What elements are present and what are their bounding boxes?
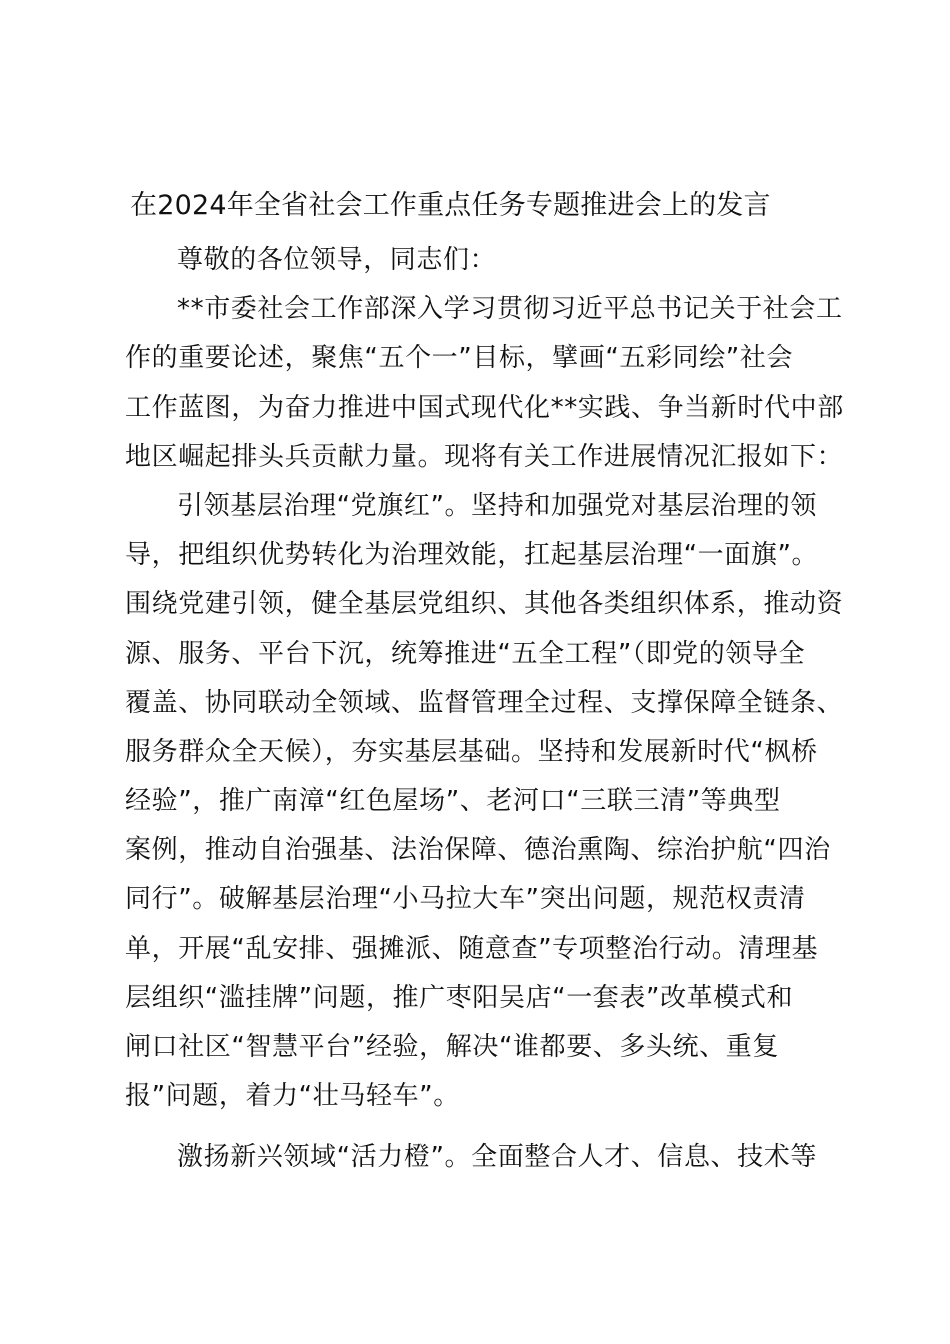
paragraph-line: 作的重要论述，聚焦“五个一”目标，擘画“五彩同绘”社会 [125, 343, 794, 374]
paragraph-line: 经验”，推广南漳“红色屋场”、老河口“三联三清”等典型 [125, 786, 781, 817]
paragraph-line: **市委社会工作部深入学习贯彻习近平总书记关于社会工 [177, 294, 843, 325]
paragraph-line: 围绕党建引领，健全基层党组织、其他各类组织体系，推动资 [125, 589, 844, 620]
document-body [125, 236, 844, 1183]
paragraph-gap [125, 1121, 833, 1133]
paragraph-line: 地区崛起排头兵贡献力量。现将有关工作进展情况汇报如下： [125, 441, 844, 472]
paragraph-line: 服务群众全天候），夯实基层基础。坚持和发展新时代“枫桥 [125, 736, 818, 767]
paragraph-line: 导，把组织优势转化为治理效能，扛起基层治理“一面旗”。 [125, 540, 819, 571]
paragraph-line: 激扬新兴领域“活力橙”。全面整合人才、信息、技术等 [177, 1142, 817, 1173]
paragraph-line: 覆盖、协同联动全领域、监督管理全过程、支撑保障全链条、 [125, 687, 844, 718]
paragraph-line: 单，开展“乱安排、强摊派、随意查”专项整治行动。清理基 [125, 933, 819, 964]
paragraph-line: 引领基层治理“党旗红”。坚持和加强党对基层治理的领 [177, 490, 817, 521]
paragraph-3 [125, 1133, 833, 1182]
paragraph-line: 层组织“滥挂牌”问题，推广枣阳吴店“一套表”改革模式和 [125, 982, 794, 1013]
document-title: 在2024年全省社会工作重点任务专题推进会上的发言 [130, 190, 771, 221]
paragraph-line: 工作蓝图，为奋力推进中国式现代化**实践、争当新时代中部 [125, 392, 844, 423]
paragraph-line: 同行”。破解基层治理“小马拉大车”突出问题，规范权责清 [125, 884, 806, 915]
paragraph-line: 闸口社区“智慧平台”经验，解决“谁都要、多头统、重复 [125, 1032, 780, 1062]
paragraph-line: 报”问题，着力“壮马轻车”。 [125, 1081, 460, 1112]
paragraph-2 [125, 482, 844, 1121]
salutation: 尊敬的各位领导，同志们： [177, 245, 497, 275]
paragraph-1 [125, 285, 844, 482]
paragraph-line: 源、服务、平台下沉，统筹推进“五全工程”（即党的领导全 [125, 638, 806, 669]
paragraph-line: 案例，推动自治强基、法治保障、德治熏陶、综治护航“四治 [125, 835, 831, 866]
